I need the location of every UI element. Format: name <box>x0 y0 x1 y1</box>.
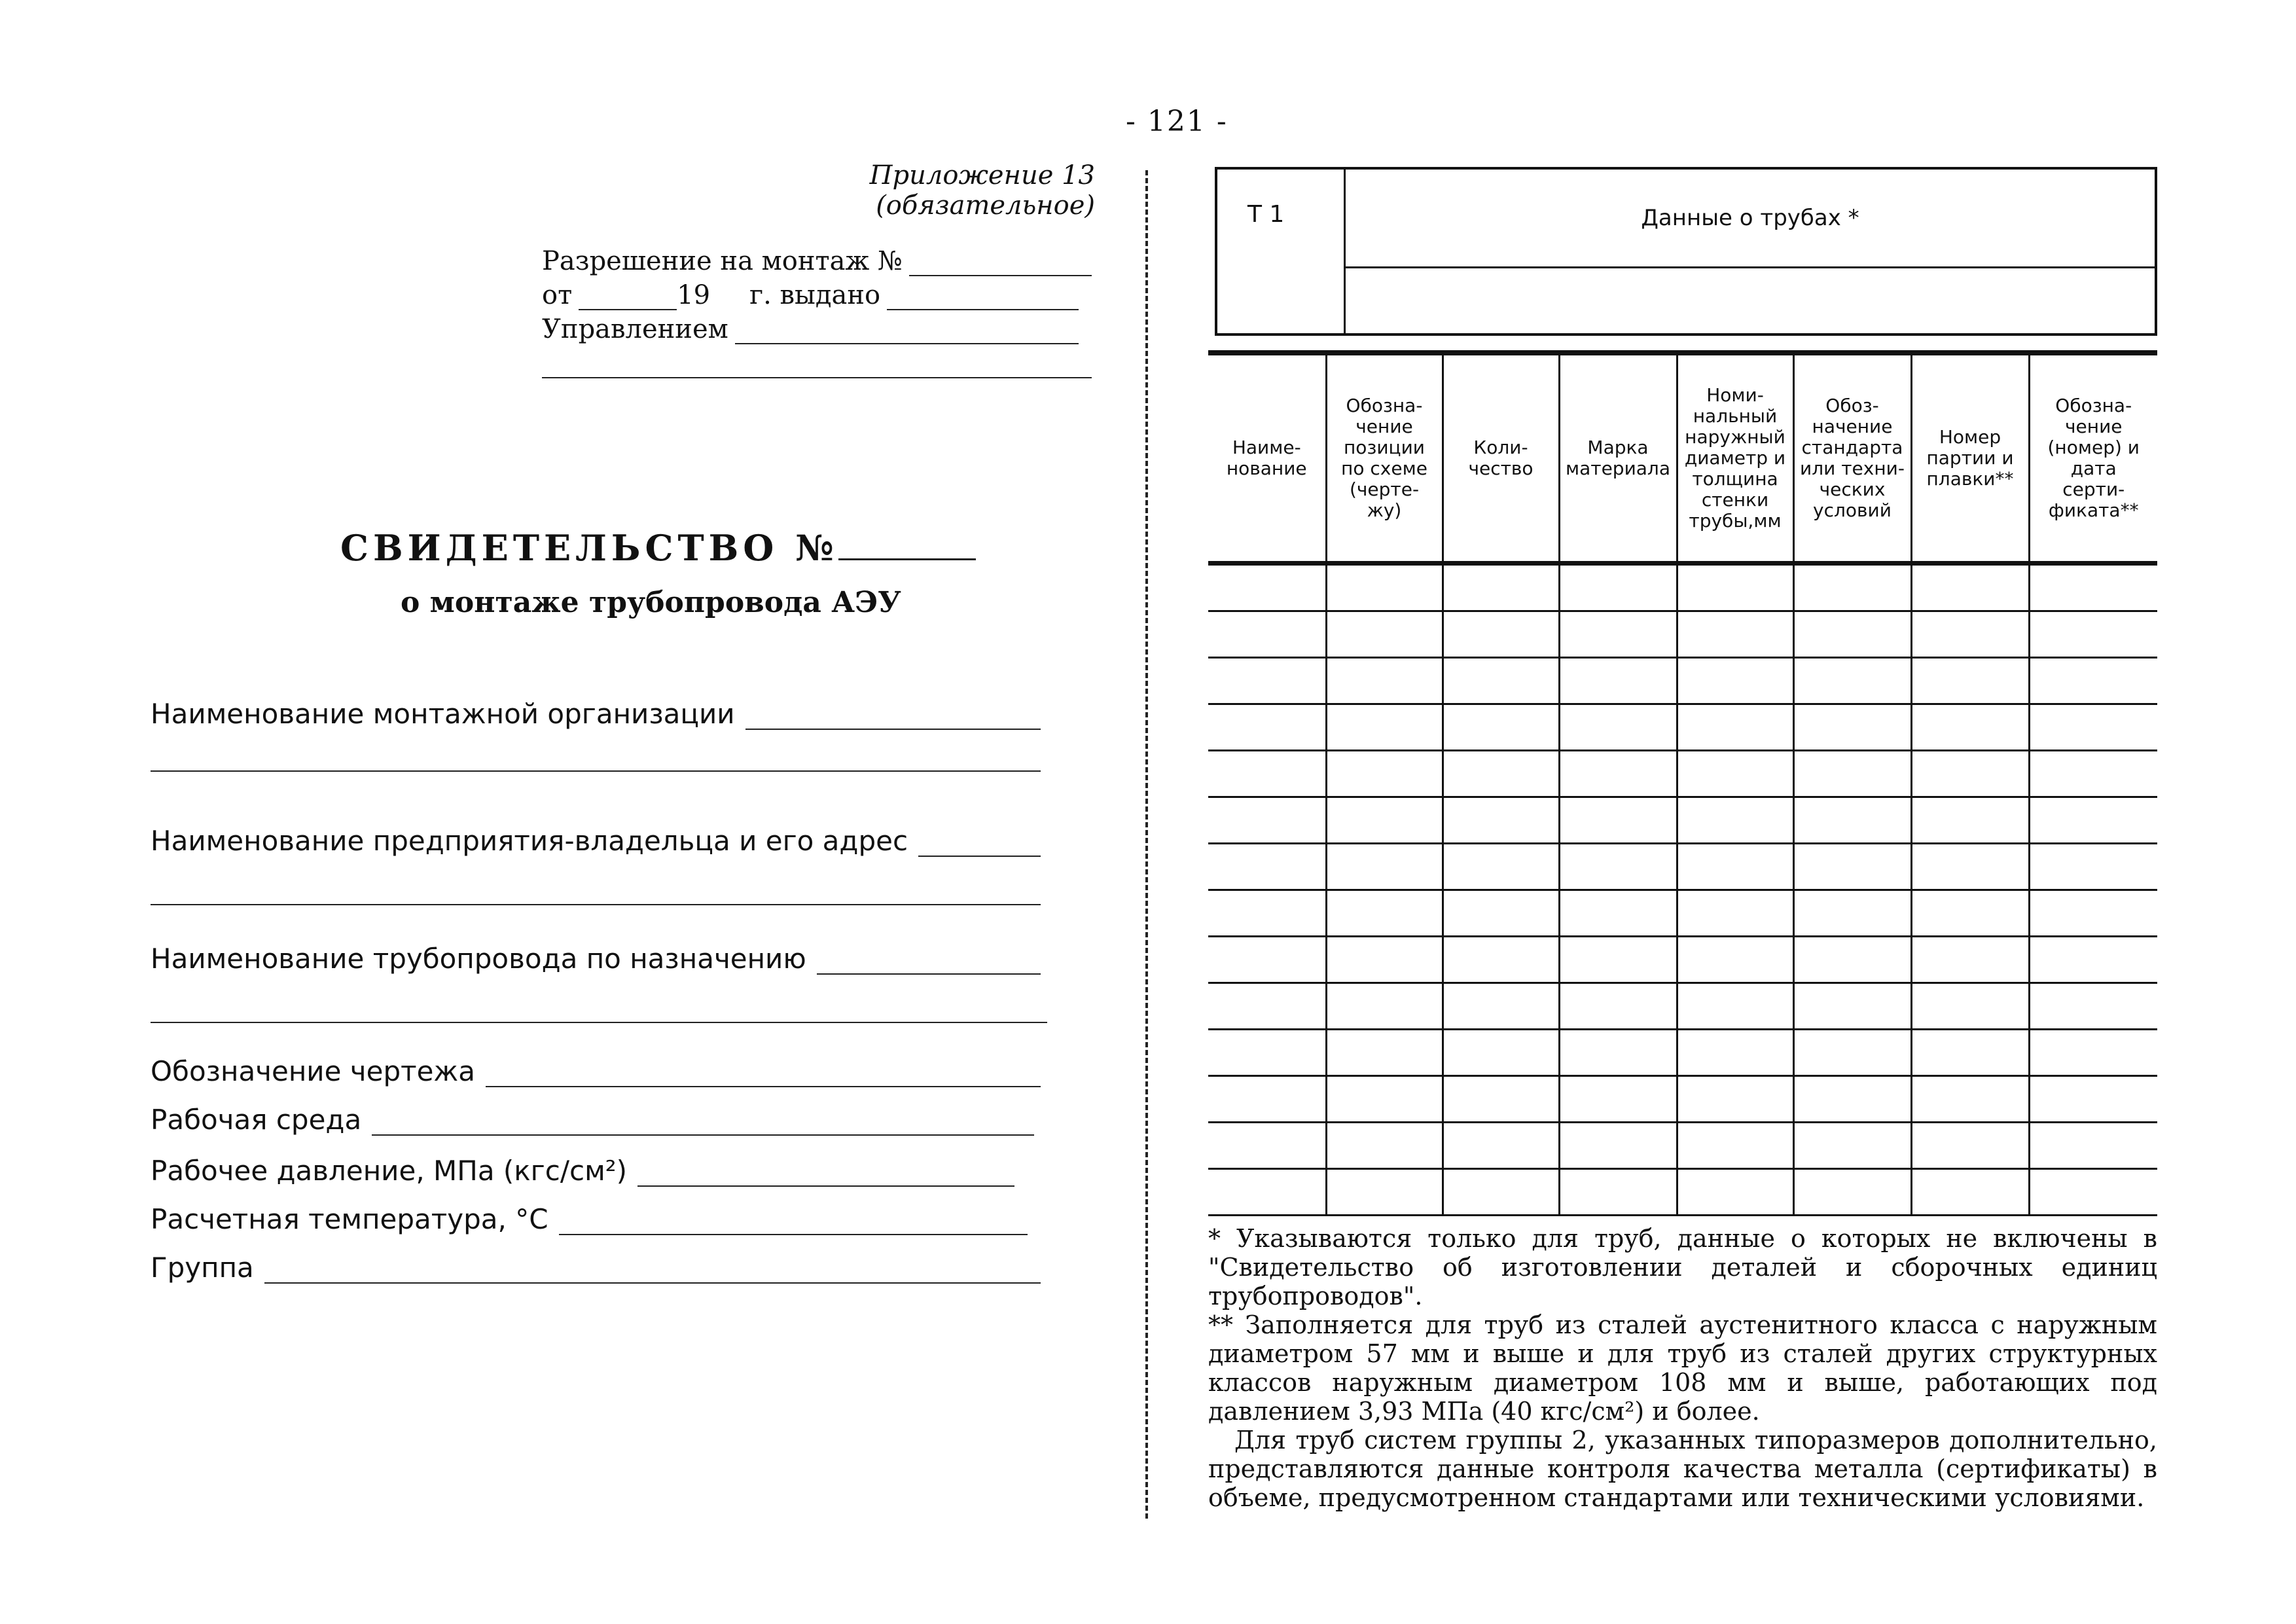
field-group-label: Группа <box>151 1252 254 1284</box>
table-cell[interactable] <box>1208 844 1326 890</box>
field-installer <box>151 684 1086 730</box>
permit-office-label: Управлением <box>542 314 728 344</box>
table-cell[interactable] <box>1559 658 1677 704</box>
table-cell[interactable] <box>1443 1030 1559 1076</box>
column-header <box>1208 353 1326 564</box>
fold-line <box>1145 170 1148 1519</box>
appendix-number: Приложение 13 <box>869 160 1095 190</box>
column-header-diameter: Номи- нальный наружный диаметр и толщина стенки трубы,мм <box>1684 384 1786 532</box>
field-pipeline-purpose-line-2[interactable] <box>151 1020 1047 1023</box>
table-row <box>1208 658 2157 704</box>
field-owner <box>151 811 1086 857</box>
column-header <box>1677 353 1793 564</box>
field-owner-line-2[interactable] <box>151 903 1041 905</box>
table-cell[interactable] <box>1677 797 1793 844</box>
table-cell[interactable] <box>1326 704 1443 751</box>
table-cell[interactable] <box>1326 797 1443 844</box>
table-cell[interactable] <box>1443 751 1559 797</box>
table-cell[interactable] <box>1911 937 2029 983</box>
pipe-data-table <box>1208 350 2157 1216</box>
footnote-2: ** Заполняется для труб из сталей аустенитного класса с наружным диаметром 57 мм и выше и для труб из сталей других структурных классов наружным диаметром 108 мм и выше, работающих под давлением 3,93 МПа (40 кгс/см²) и более. <box>1208 1310 2157 1426</box>
table-cell[interactable] <box>1559 751 1677 797</box>
table-cell[interactable] <box>1208 1169 1326 1216</box>
table-cell[interactable] <box>1911 797 2029 844</box>
table-cell[interactable] <box>1677 751 1793 797</box>
field-owner-input[interactable] <box>918 836 1041 857</box>
column-header-position: Обозна- чение позиции по схеме (черте- жу) <box>1341 395 1427 521</box>
table-cell[interactable] <box>1793 1030 1911 1076</box>
field-drawing <box>151 1039 1086 1087</box>
table-header-row <box>1208 353 2157 564</box>
table-cell[interactable] <box>1443 1123 1559 1169</box>
table-cell[interactable] <box>1443 658 1559 704</box>
table-cell[interactable] <box>1208 564 1326 611</box>
table-cell[interactable] <box>1911 1123 2029 1169</box>
field-installer-line-2[interactable] <box>151 769 1041 772</box>
table-row <box>1208 611 2157 658</box>
field-temperature-label: Расчетная температура, °С <box>151 1203 548 1235</box>
table-cell[interactable] <box>1677 564 1793 611</box>
table-cell[interactable] <box>1208 1076 1326 1123</box>
table-cell[interactable] <box>1443 704 1559 751</box>
column-header <box>2029 353 2157 564</box>
table-cell[interactable] <box>2029 1169 2157 1216</box>
table-cell[interactable] <box>1443 983 1559 1030</box>
permit-issued-field[interactable] <box>887 289 1079 310</box>
table-cell[interactable] <box>2029 983 2157 1030</box>
table-cell[interactable] <box>1911 611 2029 658</box>
table-cell[interactable] <box>1911 844 2029 890</box>
table-cell[interactable] <box>1677 658 1793 704</box>
table-cell[interactable] <box>1793 797 1911 844</box>
table-cell[interactable] <box>2029 1076 2157 1123</box>
permit-block <box>542 242 1092 378</box>
column-header <box>1559 353 1677 564</box>
table-cell[interactable] <box>1911 704 2029 751</box>
table-cell[interactable] <box>1677 1169 1793 1216</box>
table-cell[interactable] <box>2029 611 2157 658</box>
table-cell[interactable] <box>1208 1030 1326 1076</box>
table-cell[interactable] <box>1208 704 1326 751</box>
table-cell[interactable] <box>1443 1169 1559 1216</box>
table-cell[interactable] <box>1326 658 1443 704</box>
table-cell[interactable] <box>1559 1030 1677 1076</box>
certificate-number-field[interactable] <box>838 532 976 560</box>
table-cell[interactable] <box>1911 564 2029 611</box>
table-cell[interactable] <box>2029 844 2157 890</box>
table-cell[interactable] <box>1911 983 2029 1030</box>
table-cell[interactable] <box>1326 1123 1443 1169</box>
table-cell[interactable] <box>1793 611 1911 658</box>
table-header-box <box>1215 167 2157 336</box>
table-code: Т 1 <box>1217 170 1346 333</box>
certificate-subtitle: о монтаже трубопровода АЭУ <box>401 586 901 619</box>
table-cell[interactable] <box>1559 1123 1677 1169</box>
table-row <box>1208 983 2157 1030</box>
table-cell[interactable] <box>1677 1123 1793 1169</box>
table-row <box>1208 1123 2157 1169</box>
table-cell[interactable] <box>1911 1076 2029 1123</box>
table-cell[interactable] <box>1443 611 1559 658</box>
table-cell[interactable] <box>1326 937 1443 983</box>
table-title: Данные о трубах * <box>1346 170 2155 268</box>
field-installer-label: Наименование монтажной организации <box>151 698 735 730</box>
table-cell[interactable] <box>1559 1169 1677 1216</box>
table-row <box>1208 937 2157 983</box>
table-cell[interactable] <box>1677 704 1793 751</box>
table-cell[interactable] <box>1793 937 1911 983</box>
table-cell[interactable] <box>1677 844 1793 890</box>
field-medium <box>151 1087 1086 1136</box>
table-cell[interactable] <box>1677 1030 1793 1076</box>
table-cell[interactable] <box>1793 1169 1911 1216</box>
field-pressure-label: Рабочее давление, МПа (кгс/см²) <box>151 1155 627 1187</box>
table-cell[interactable] <box>1208 890 1326 937</box>
column-header-certificate: Обозна- чение (номер) и дата серти- фиката** <box>2047 395 2140 521</box>
field-drawing-input[interactable] <box>486 1066 1041 1087</box>
table-cell[interactable] <box>1208 1123 1326 1169</box>
table-row <box>1208 797 2157 844</box>
table-cell[interactable] <box>1911 1169 2029 1216</box>
field-owner-label: Наименование предприятия-владельца и его адрес <box>151 825 908 857</box>
permit-office-field[interactable] <box>735 323 1079 344</box>
column-header <box>1911 353 2029 564</box>
table-cell[interactable] <box>1559 890 1677 937</box>
table-cell[interactable] <box>1559 611 1677 658</box>
appendix-label <box>870 160 1095 221</box>
table-row <box>1208 844 2157 890</box>
column-header <box>1326 353 1443 564</box>
table-cell[interactable] <box>1443 844 1559 890</box>
permit-number-field[interactable] <box>909 255 1092 276</box>
table-cell[interactable] <box>1677 1076 1793 1123</box>
footnote-1: * Указываются только для труб, данные о которых не включены в "Свидетельство об изготовлении деталей и сборочных единиц трубопроводов". <box>1208 1224 2157 1310</box>
table-cell[interactable] <box>1793 844 1911 890</box>
field-temperature <box>151 1187 1086 1235</box>
table-cell[interactable] <box>1559 564 1677 611</box>
table-cell[interactable] <box>2029 1030 2157 1076</box>
table-cell[interactable] <box>1677 890 1793 937</box>
table-row <box>1208 704 2157 751</box>
table-cell[interactable] <box>2029 1123 2157 1169</box>
column-header <box>1793 353 1911 564</box>
table-cell[interactable] <box>1443 797 1559 844</box>
field-pipeline-purpose <box>151 929 1086 975</box>
field-pressure-input[interactable] <box>637 1166 1014 1187</box>
table-row <box>1208 1169 2157 1216</box>
permit-from-label: от <box>542 280 573 310</box>
table-cell[interactable] <box>2029 937 2157 983</box>
table-cell[interactable] <box>1443 564 1559 611</box>
permit-office-row-2 <box>542 344 1092 378</box>
table-cell[interactable] <box>2029 658 2157 704</box>
table-cell[interactable] <box>1793 1076 1911 1123</box>
certificate-title-text: СВИДЕТЕЛЬСТВО № <box>340 527 838 569</box>
table-cell[interactable] <box>1793 1123 1911 1169</box>
table-cell[interactable] <box>1677 937 1793 983</box>
footnote-3: Для труб систем группы 2, указанных типоразмеров дополнительно, представляются данные контроля качества металла (сертификаты) в объеме, предусмотренном стандартами или техническими условиями. <box>1208 1426 2157 1512</box>
table-row <box>1208 1030 2157 1076</box>
appendix-note: (обязательное) <box>876 190 1095 221</box>
table-row <box>1208 890 2157 937</box>
table-cell[interactable] <box>1559 983 1677 1030</box>
permit-year-label: 19 <box>677 280 711 310</box>
permit-office-row <box>542 310 1092 344</box>
table-cell[interactable] <box>1911 751 2029 797</box>
permit-row <box>542 242 1092 276</box>
table-cell[interactable] <box>1326 611 1443 658</box>
table-cell[interactable] <box>1443 937 1559 983</box>
table-cell[interactable] <box>1326 890 1443 937</box>
table-cell[interactable] <box>1326 751 1443 797</box>
page-number: - 121 - <box>1126 105 1228 138</box>
column-header-material: Марка материала <box>1565 437 1670 479</box>
table-cell[interactable] <box>2029 564 2157 611</box>
table-cell[interactable] <box>1793 658 1911 704</box>
table-cell[interactable] <box>1559 937 1677 983</box>
table-cell[interactable] <box>1208 611 1326 658</box>
certificate-fields <box>151 684 1086 1284</box>
column-header-batch: Номер партии и плавки** <box>1926 426 2014 490</box>
table-cell[interactable] <box>1326 1076 1443 1123</box>
field-pipeline-purpose-label: Наименование трубопровода по назначению <box>151 943 806 975</box>
permit-office-field-2[interactable] <box>542 357 1092 378</box>
table-cell[interactable] <box>1559 704 1677 751</box>
table-cell[interactable] <box>1911 1030 2029 1076</box>
table-cell[interactable] <box>1911 890 2029 937</box>
field-pipeline-purpose-input[interactable] <box>817 954 1041 975</box>
table-cell[interactable] <box>1326 1030 1443 1076</box>
table-cell[interactable] <box>1677 983 1793 1030</box>
column-header-quantity: Коли- чество <box>1468 437 1534 479</box>
column-header-standard: Обоз- начение стандарта или техни- ческих условий <box>1800 395 1905 521</box>
table-row <box>1208 751 2157 797</box>
certificate-title <box>340 527 976 569</box>
table-cell[interactable] <box>1326 983 1443 1030</box>
table-cell[interactable] <box>2029 704 2157 751</box>
field-installer-input[interactable] <box>745 709 1041 730</box>
permit-date-row <box>542 276 1092 310</box>
table-cell[interactable] <box>1208 937 1326 983</box>
field-medium-input[interactable] <box>372 1115 1034 1136</box>
table-row <box>1208 564 2157 611</box>
table-cell[interactable] <box>1443 1076 1559 1123</box>
table-cell[interactable] <box>1326 844 1443 890</box>
field-drawing-label: Обозначение чертежа <box>151 1055 475 1087</box>
field-temperature-input[interactable] <box>559 1214 1028 1235</box>
table-cell[interactable] <box>1208 797 1326 844</box>
table-cell[interactable] <box>1559 1076 1677 1123</box>
table-cell[interactable] <box>2029 797 2157 844</box>
table-cell[interactable] <box>1208 983 1326 1030</box>
table-cell[interactable] <box>1793 890 1911 937</box>
table-cell[interactable] <box>2029 751 2157 797</box>
field-pressure <box>151 1136 1086 1187</box>
field-group <box>151 1235 1086 1284</box>
table-cell[interactable] <box>1559 844 1677 890</box>
table-cell[interactable] <box>2029 890 2157 937</box>
permit-issued-label: г. выдано <box>749 280 881 310</box>
table-cell[interactable] <box>1793 704 1911 751</box>
column-header-name: Наиме- нование <box>1226 437 1307 479</box>
table-cell[interactable] <box>1208 751 1326 797</box>
field-group-input[interactable] <box>264 1263 1041 1284</box>
table-cell[interactable] <box>1677 611 1793 658</box>
table-cell[interactable] <box>1793 751 1911 797</box>
table-cell[interactable] <box>1443 890 1559 937</box>
footnotes <box>1208 1224 2157 1512</box>
table-cell[interactable] <box>1911 658 2029 704</box>
table-row <box>1208 1076 2157 1123</box>
table-cell[interactable] <box>1793 564 1911 611</box>
permit-date-field[interactable] <box>579 289 677 310</box>
field-medium-label: Рабочая среда <box>151 1104 362 1136</box>
table-cell[interactable] <box>1793 983 1911 1030</box>
column-header <box>1443 353 1559 564</box>
permit-label: Разрешение на монтаж № <box>542 246 903 276</box>
table-cell[interactable] <box>1559 797 1677 844</box>
table-cell[interactable] <box>1208 658 1326 704</box>
table-cell[interactable] <box>1326 564 1443 611</box>
table-cell[interactable] <box>1326 1169 1443 1216</box>
